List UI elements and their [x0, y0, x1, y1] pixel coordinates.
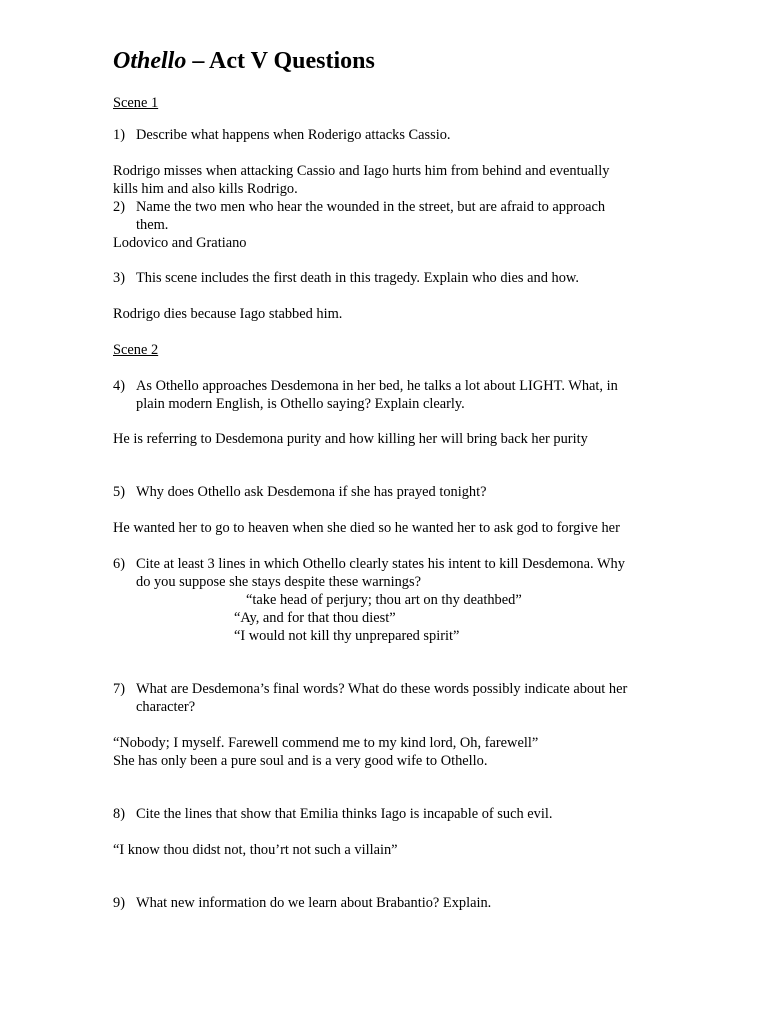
answer-1-line-1: Rodrigo misses when attacking Cassio and Iago hurts him from behind and eventually	[113, 163, 610, 179]
question-text: What new information do we learn about Brabantio? Explain.	[136, 895, 492, 911]
question-6-continued: do you suppose she stays despite these warnings?	[136, 574, 421, 590]
question-text: Name the two men who hear the wounded in the street, but are afraid to approach	[136, 199, 606, 215]
question-number: 5)	[113, 484, 125, 500]
question-3	[113, 269, 579, 287]
title-rest: – Act V Questions	[186, 48, 375, 74]
answer-4: He is referring to Desdemona purity and how killing her will bring back her purity	[113, 431, 588, 447]
answer-7-explanation: She has only been a pure soul and is a very good wife to Othello.	[113, 753, 488, 769]
question-number: 2)	[113, 199, 125, 215]
question-number: 7)	[113, 681, 125, 697]
answer-6-quote-1: “take head of perjury; thou art on thy deathbed”	[246, 592, 522, 608]
question-number: 9)	[113, 895, 125, 911]
question-7	[113, 680, 627, 698]
question-number: 8)	[113, 806, 125, 822]
scene-1-heading: Scene 1	[113, 95, 159, 111]
title-play-name: Othello	[113, 48, 187, 74]
scene-2-heading: Scene 2	[113, 342, 159, 358]
question-number: 6)	[113, 556, 125, 572]
question-6	[113, 555, 625, 573]
answer-1-line-2: kills him and also kills Rodrigo.	[113, 181, 298, 197]
answer-3: Rodrigo dies because Iago stabbed him.	[113, 306, 343, 322]
answer-6-quote-2: “Ay, and for that thou diest”	[234, 610, 396, 626]
question-text: Cite the lines that show that Emilia thinks Iago is incapable of such evil.	[136, 806, 553, 822]
question-text: As Othello approaches Desdemona in her bed, he talks a lot about LIGHT. What, in	[136, 378, 618, 394]
question-number: 3)	[113, 270, 125, 286]
question-1	[113, 126, 451, 144]
question-text: What are Desdemona’s final words? What do these words possibly indicate about her	[136, 681, 628, 697]
question-text: Cite at least 3 lines in which Othello clearly states his intent to kill Desdemona. Why	[136, 556, 625, 572]
answer-7-quote: “Nobody; I myself. Farewell commend me to my kind lord, Oh, farewell”	[113, 735, 539, 751]
answer-8: “I know thou didst not, thou’rt not such a villain”	[113, 842, 398, 858]
answer-2: Lodovico and Gratiano	[113, 235, 247, 251]
question-number: 1)	[113, 127, 125, 143]
answer-5: He wanted her to go to heaven when she died so he wanted her to ask god to forgive her	[113, 520, 620, 536]
question-8	[113, 805, 552, 823]
question-text: Describe what happens when Roderigo attacks Cassio.	[136, 127, 451, 143]
page-title	[113, 46, 375, 76]
question-2-continued: them.	[136, 217, 169, 233]
question-text: Why does Othello ask Desdemona if she has prayed tonight?	[136, 484, 487, 500]
question-2	[113, 198, 605, 216]
question-text: This scene includes the first death in this tragedy. Explain who dies and how.	[136, 270, 579, 286]
question-9	[113, 894, 491, 912]
answer-6-quote-3: “I would not kill thy unprepared spirit”	[234, 628, 460, 644]
question-number: 4)	[113, 378, 125, 394]
question-5	[113, 483, 486, 501]
question-7-continued: character?	[136, 699, 196, 715]
question-4-continued: plain modern English, is Othello saying? Explain clearly.	[136, 396, 465, 412]
question-4	[113, 377, 618, 395]
